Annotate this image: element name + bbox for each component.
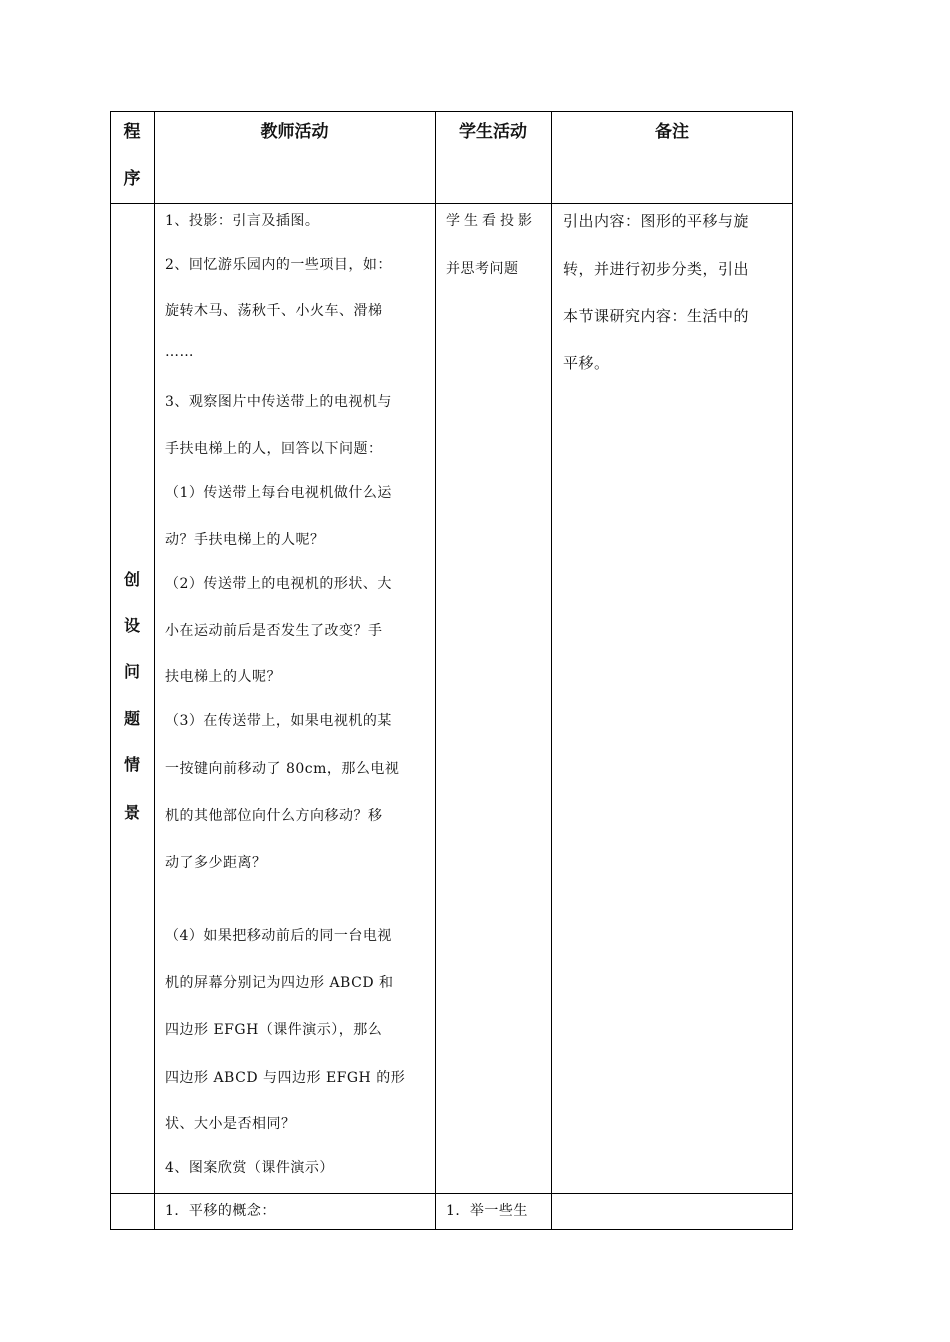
teacher-text-line: 四边形 ABCD 与四边形 EFGH 的形 [165, 1070, 406, 1086]
column-divider [551, 111, 552, 1230]
teacher-text-line: 3、观察图片中传送带上的电视机与 [165, 394, 392, 410]
header-teacher-activity: 教师活动 [260, 122, 329, 142]
teacher-text-line: 扶电梯上的人呢？ [165, 669, 281, 685]
row-divider [110, 203, 793, 204]
teacher-text-line: 一按键向前移动了 80cm，那么电视 [165, 761, 400, 777]
teacher-text-line: 1、投影：引言及插图。 [165, 213, 320, 229]
stage-label-char: 景 [123, 803, 140, 822]
teacher-text-line: （2）传送带上的电视机的形状、大 [165, 576, 392, 592]
student-text-line: 1．举一些生 [446, 1203, 528, 1219]
header-procedure-2: 序 [123, 169, 141, 189]
teacher-text-line: 旋转木马、荡秋千、小火车、滑梯 [165, 303, 383, 319]
teacher-text-line: 4、图案欣赏（课件演示） [165, 1160, 334, 1176]
stage-label-char: 题 [123, 709, 140, 728]
teacher-text-line: 机的屏幕分别记为四边形 ABCD 和 [165, 975, 394, 991]
teacher-text-line: 状、大小是否相同？ [165, 1116, 296, 1132]
column-divider [154, 111, 155, 1230]
row-divider [110, 1193, 793, 1194]
teacher-text-line: （3）在传送带上，如果电视机的某 [165, 713, 392, 729]
header-notes: 备注 [655, 122, 689, 142]
teacher-text-line: 1．平移的概念： [165, 1203, 276, 1219]
student-text-line: 并思考问题 [446, 261, 519, 277]
teacher-text-line: 动？手扶电梯上的人呢？ [165, 532, 325, 548]
notes-text-line: 平移。 [563, 354, 610, 372]
teacher-text-line: 2、回忆游乐园内的一些项目，如： [165, 257, 392, 273]
teacher-text-line: （4）如果把移动前后的同一台电视 [165, 928, 392, 944]
notes-text-line: 引出内容：图形的平移与旋 [563, 212, 750, 230]
column-divider [435, 111, 436, 1230]
stage-label-char: 情 [123, 755, 140, 774]
stage-label-char: 创 [123, 570, 140, 589]
student-text-line: 学生看投影 [446, 213, 536, 229]
stage-label-char: 设 [123, 616, 140, 635]
teacher-text-line: 手扶电梯上的人，回答以下问题： [165, 441, 383, 457]
teacher-text-line: 动了多少距离？ [165, 855, 267, 871]
teacher-text-line: 机的其他部位向什么方向移动？移 [165, 808, 383, 824]
notes-text-line: 本节课研究内容：生活中的 [563, 307, 750, 325]
teacher-text-line: 小在运动前后是否发生了改变？手 [165, 623, 383, 639]
teacher-text-line: （1）传送带上每台电视机做什么运 [165, 485, 392, 501]
stage-label-char: 问 [123, 662, 140, 681]
notes-text-line: 转，并进行初步分类，引出 [563, 260, 750, 278]
teacher-text-line: 四边形 EFGH（课件演示），那么 [165, 1022, 383, 1038]
header-student-activity: 学生活动 [459, 122, 527, 142]
teacher-text-line: …… [165, 344, 194, 360]
header-procedure-1: 程 [123, 122, 141, 142]
